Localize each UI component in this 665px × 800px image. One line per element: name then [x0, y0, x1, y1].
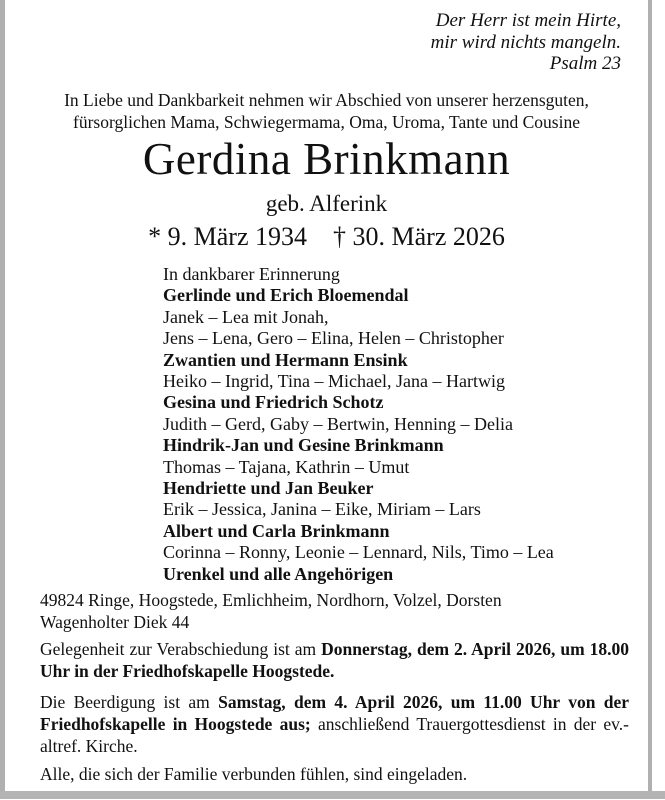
- remembrance-family-name: Hindrik-Jan und Gesine Brinkmann: [163, 435, 444, 456]
- remembrance-line: Judith – Gerd, Gaby – Bertwin, Henning – Delia: [163, 413, 513, 434]
- remembrance-line: Jens – Lena, Gero – Elina, Helen – Christopher: [163, 328, 504, 349]
- funeral-lead: Die Beerdigung ist am: [40, 692, 219, 712]
- remembrance-line: Thomas – Tajana, Kathrin – Umut: [163, 456, 410, 477]
- farewell-details: Donnerstag, dem 2. April 2026, um 18.00 Uhr in der Friedhofskapelle Hoogstede.: [40, 639, 629, 681]
- remembrance-list: [163, 264, 554, 585]
- funeral-details: Samstag, dem 4. April 2026, um 11.00 Uhr von der Friedhofskapelle in Hoogstede aus;: [40, 692, 630, 734]
- intro-text: [5, 89, 648, 133]
- remembrance-family-name: Gerlinde und Erich Bloemendal: [163, 285, 409, 306]
- scan-edge-bottom: [0, 791, 665, 799]
- intro-line: fürsorglichen Mama, Schwiegermama, Oma, Uroma, Tante und Cousine: [73, 112, 580, 132]
- psalm-quote-line: mir wird nichts mangeln.: [430, 31, 621, 53]
- psalm-quote-line: Der Herr ist mein Hirte,: [435, 10, 621, 31]
- address-block: [40, 590, 640, 633]
- funeral-paragraph: [40, 691, 629, 757]
- remembrance-family-name: Albert und Carla Brinkmann: [163, 520, 390, 541]
- scan-edge-right: [648, 0, 652, 791]
- remembrance-family-name: Gesina und Friedrich Schotz: [163, 392, 384, 413]
- remembrance-line: Erik – Jessica, Janina – Eike, Miriam – Lars: [163, 499, 481, 520]
- psalm-quote: [431, 10, 621, 75]
- death-date: † 30. März 2026: [333, 222, 505, 251]
- remembrance-family-name: Hendriette und Jan Beuker: [163, 478, 374, 499]
- closing-invitation: Alle, die sich der Familie verbunden fühlen, sind eingeladen.: [40, 764, 468, 784]
- psalm-quote-source: Psalm 23: [549, 53, 621, 74]
- address-line-places: 49824 Ringe, Hoogstede, Emlichheim, Nordhorn, Volzel, Dorsten: [40, 590, 502, 610]
- remembrance-line: Heiko – Ingrid, Tina – Michael, Jana – Hartwig: [163, 371, 505, 392]
- remembrance-family-name: Zwantien und Hermann Ensink: [163, 349, 408, 370]
- remembrance-line: Corinna – Ronny, Leonie – Lennard, Nils, Timo – Lea: [163, 542, 554, 563]
- life-dates: [5, 220, 648, 254]
- remembrance-family-name: Urenkel und alle Angehörigen: [163, 563, 394, 584]
- farewell-paragraph: [40, 638, 629, 682]
- address-line-street: Wagenholter Diek 44: [40, 611, 190, 632]
- remembrance-line: Janek – Lea mit Jonah,: [163, 306, 329, 327]
- maiden-name: geb. Alferink: [265, 191, 388, 216]
- funeral-tail: anschließend Trauergottesdienst in der ev.-altref. Kirche.: [40, 714, 629, 756]
- remembrance-line: In dankbarer Erinnerung: [163, 264, 340, 284]
- intro-line: In Liebe und Dankbarkeit nehmen wir Abschied von unserer herzensguten,: [64, 90, 589, 110]
- birth-date: * 9. März 1934: [148, 222, 307, 251]
- deceased-name: Gerdina Brinkmann: [142, 134, 511, 184]
- farewell-lead: Gelegenheit zur Verabschiedung ist am: [40, 639, 322, 659]
